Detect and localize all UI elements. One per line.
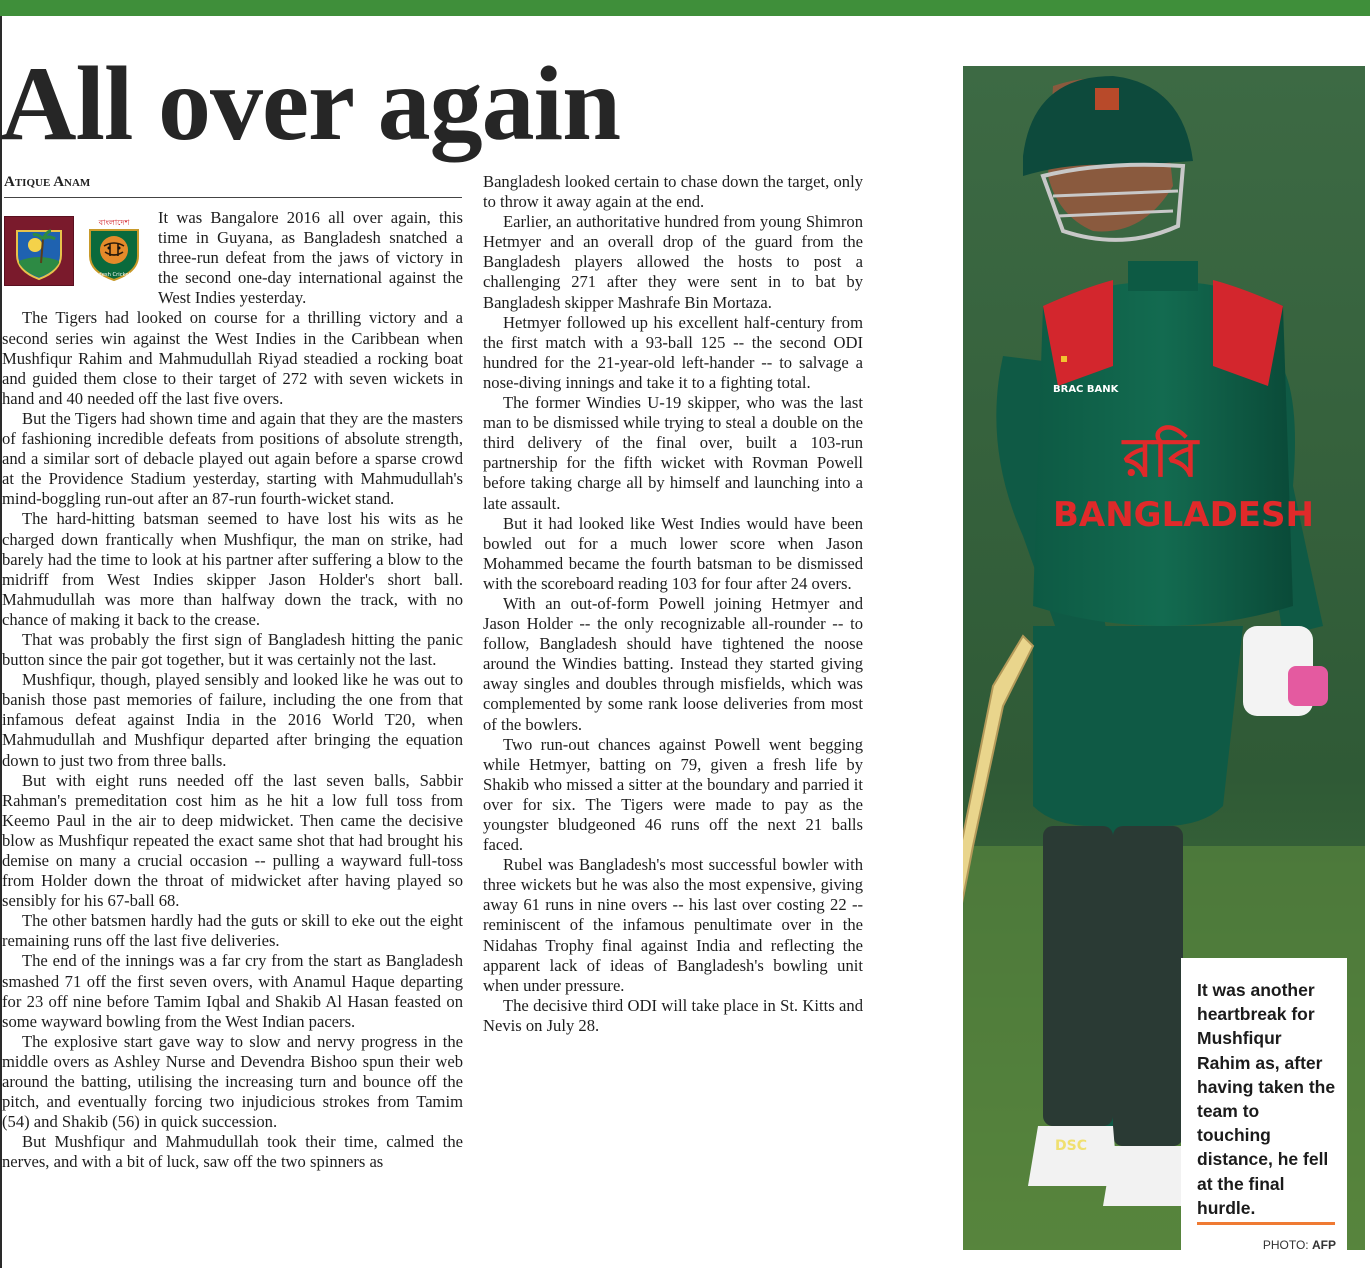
article-paragraph: That was probably the first sign of Bangladesh hitting the panic button since the pair got together, but it was certainly not the last. (2, 629, 463, 670)
article-paragraph: The hard-hitting batsman seemed to have lost his wits as he charged down frantically when Mushfiqur, the man on strike, had barely had the time to look at his partner after suffering a blow to the midriff from West Indies skipper Jason Holder's short ball. Mahmudullah was more than halfway down the track, with no chance of making it back to the crease. (2, 509, 463, 629)
article-paragraph: Bangladesh looked certain to chase down the target, only to throw it away again at the end. (483, 172, 863, 212)
article-paragraph: Earlier, an authoritative hundred from young Shimron Hetmyer and an overall drop of the guard from the Bangladesh players allowed the hosts to post a challenging 271 after they were sent in to bat by Bangladesh skipper Mashrafe Bin Mortaza. (483, 212, 863, 312)
sponsor-text: BRAC BANK (1053, 384, 1119, 395)
article-paragraph: Rubel was Bangladesh's most successful bowler with three wickets but he was also the most expensive, giving away 61 runs in nine overs -- his last over costing 22 -- reminiscent of the infamous penultimate over in the Nidahas Trophy final against India and reflecting the apparent lack of ideas of Bangladesh's bowling unit when under pressure. (483, 855, 863, 995)
bat-brand-text: DSC (1055, 1138, 1087, 1154)
photo-credit-label: PHOTO: (1262, 1238, 1309, 1252)
jersey-bengali-text: রবি (1123, 426, 1199, 489)
article-paragraph: It was Bangalore 2016 all over again, this time in Guyana, as Bangladesh snatched a three-run defeat from the jaws of victory in the second one-day international against the West Indies yesterday. (158, 208, 463, 308)
article-paragraph: The decisive third ODI will take place in St. Kitts and Nevis on July 28. (483, 995, 863, 1035)
article-paragraph: With an out-of-form Powell joining Hetmyer and Jason Holder -- the only recognizable all-rounder -- to follow, Bangladesh should have tightened the noose around the Windies batting. Instead they started giving away singles and doubles through misfields, which was complemented by some rank loose deliveries from most of the bowlers. (483, 593, 863, 734)
article-paragraph: But Mushfiqur and Mahmudullah took their time, calmed the nerves, and with a bit of luck, saw off the two spinners as (2, 1132, 463, 1172)
top-green-bar (0, 0, 1370, 16)
photo-caption-box (1181, 958, 1347, 1250)
caption-orange-rule (1197, 1222, 1335, 1225)
photo-caption: It was another heartbreak for Mushfiqur Rahim as, after having taken the team to touching distance, he fell at the final hurdle. (1197, 980, 1336, 1218)
photo-credit (1263, 1238, 1336, 1252)
article-paragraph: The former Windies U-19 skipper, who was the last man to be dismissed while trying to steal a double on the third delivery of the final over, built a 103-run partnership for the fifth wicket with Rovman Powell before taking charge all by himself and launching into a late assault. (483, 393, 863, 513)
bd-logo-english-text: Bangladesh Cricket Board (80, 272, 148, 278)
article-paragraph: The Tigers had looked on course for a thrilling victory and a second series win against the West Indies in the Caribbean when Mushfiqur Rahim and Mahmudullah Riyad steadied a rocking boat and guided them close to their target of 272 with seven wickets in hand and 40 needed off the last five overs. (2, 308, 463, 408)
photo-credit-source: AFP (1312, 1238, 1336, 1252)
article-paragraph: Two run-out chances against Powell went begging while Hetmyer, batting on 79, given a fresh life by Shakib who missed a sitter at the boundary and parried it over for six. The Tigers were made to pay as the youngster bludgeoned 46 runs off the next 21 balls faced. (483, 734, 863, 855)
article-column-2 (483, 172, 945, 1084)
article-paragraph: Mushfiqur, though, played sensibly and looked like he was out to banish those past memories of failure, including the one from that infamous defeat against India in the 2016 World T20, when Mahmudullah and Mushfiqur departed after bringing the equation down to just two from three balls. (2, 670, 463, 770)
byline: Atique Anam (4, 174, 462, 198)
article-column-1 (2, 208, 463, 1173)
article-paragraph: But the Tigers had shown time and again that they are the masters of fashioning incredible defeats from positions of absolute strength, and a similar sort of debacle played out again before a sparse crowd at the Providence Stadium yesterday, starting with Mahmudullah's mind-boggling run-out after an 87-run fourth-wicket stand. (2, 408, 463, 509)
article-paragraph: Hetmyer followed up his excellent half-century from the first match with a 93-ball 125 -- the second ODI hundred for the 21-year-old left-hander -- to salvage a nose-diving innings and take it to a fighting total. (483, 312, 863, 392)
bd-logo-bengali-text: বাংলাদেশ (98, 218, 130, 227)
article-paragraph: The other batsmen hardly had the guts or skill to eke out the eight remaining runs off the last five deliveries. (2, 911, 463, 951)
jersey-team-text: BANGLADESH (1053, 495, 1314, 535)
article-paragraph: But it had looked like West Indies would have been bowled out for a much lower score when Jason Mohammed became the fourth batsman to be dismissed with the scoreboard reading 103 for four after 24 overs. (483, 513, 863, 593)
headline: All over again (0, 45, 621, 162)
article-paragraph: The explosive start gave way to slow and nervy progress in the middle overs as Ashley Nurse and Devendra Bishoo spun their web around the batting, utilising the increasing turn and bounce off the pitch, and eventually forcing two injudicious strokes from Tamim (54) and Shakib (56) in quick succession. (2, 1031, 463, 1132)
article-paragraph: But with eight runs needed off the last seven balls, Sabbir Rahman's premeditation cost him as he hit a low full toss from Keemo Paul in the air to deep midwicket. Then came the decisive blow as Mushfiqur repeated the exact same shot that had brought his demise on many a crucial occasion -- pulling a wayward full-toss from Holder down the throat of midwicket after having played so sensibly for his 67-ball 68. (2, 770, 463, 911)
article-paragraph: The end of the innings was a far cry from the start as Bangladesh smashed 71 off the first seven overs, with Anamul Haque departing for 23 off nine before Tamim Iqbal and Shakib Al Hasan feasted on some wayward bowling from the West Indian pacers. (2, 951, 463, 1031)
